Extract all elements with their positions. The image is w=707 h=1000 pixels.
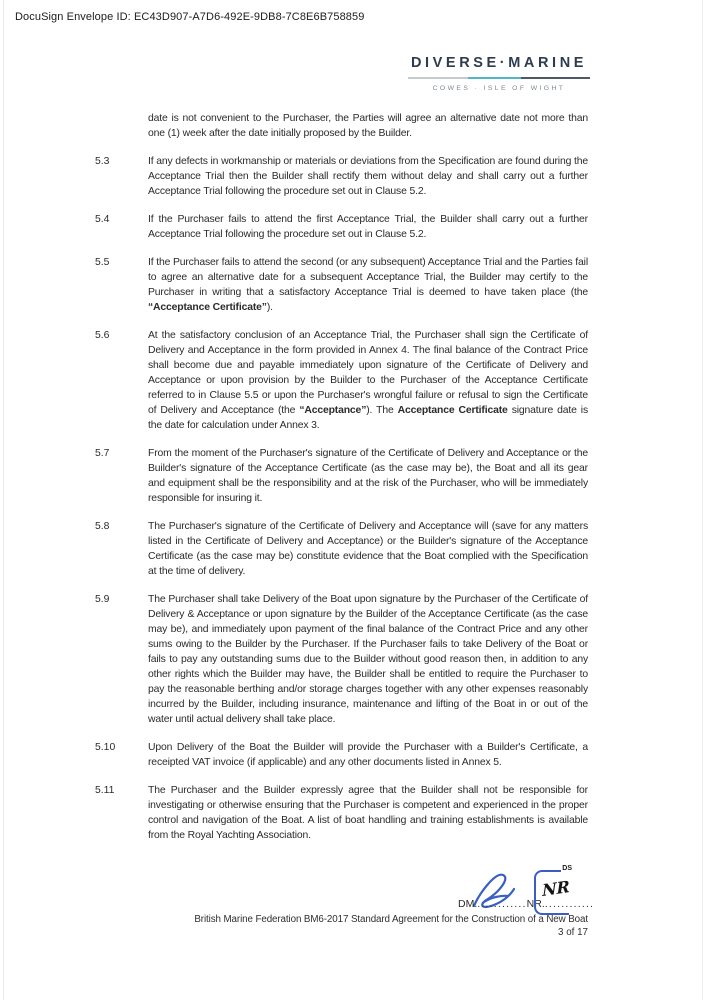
scan-edge-artifact-right [702,0,703,1000]
clause-number: 5.4 [95,214,110,225]
clauses [95,111,588,856]
clause-row [95,111,588,141]
nr-initials: NR [541,877,571,900]
nr-label: NR. [526,898,545,910]
logo-title: DIVERSE·MARINE [410,55,588,71]
clause-row [95,592,588,727]
page-footer [194,914,588,938]
clause-number: 5.6 [95,330,110,341]
clause-number [95,111,148,141]
clause-text: From the moment of the Purchaser's signature of the Certificate of Delivery and Acceptance or the Builder's signature of the Acceptance Certificate (as the case may be), the Boat and all its gear and equipment shall be the responsibility and at the risk of the Purchaser, who will be immediately responsible for insuring it. [148,448,588,504]
clause-text: If the Purchaser fails to attend the second (or any subsequent) Acceptance Trial and the Parties fail to agree an alternative date for a subsequent Acceptance Trial, the Builder may certify to the Purchaser in writing that a satisfactory Acceptance Trial is deemed to have taken place (the “Acceptance Certificate”). [148,257,588,313]
clause-number: 5.5 [95,257,110,268]
clause-text: The Purchaser shall take Delivery of the Boat upon signature by the Purchaser of the Certificate of Delivery & Acceptance or upon signature by the Builder of the Acceptance Certificate (as the case may be), and immediately upon payment of the final balance of the Contract Price and any other sums owing to the Builder by the Purchaser. If the Purchaser fails to take Delivery of the Boat or fails to pay any outstanding sums due to the Builder without good reason then, in addition to any other rights which the Builder may have, the Builder shall be entitled to require the Purchaser to pay the reasonable berthing and/or storage charges together with any other expenses reasonably incurred by the Builder, including insurance, maintenance and lifting of the Boat in or out of the water until actual delivery shall take place. [148,594,588,725]
docusign-initials-stamp [534,865,572,915]
clause-row [95,783,588,843]
diverse-marine-logo [408,55,590,92]
clause-number: 5.11 [95,785,115,796]
clause-text: The Purchaser and the Builder expressly agree that the Builder shall not be responsible for investigating or otherwise ensuring that the Purchaser is competent and experienced in the proper control and navigation of the Boat. A list of boat handling and training establishments is available from the Royal Yachting Association. [148,785,588,841]
dm-label: DM. [458,898,478,910]
signature-line [458,898,594,910]
clause-text: Upon Delivery of the Boat the Builder will provide the Purchaser with a Builder's Certificate, a receipted VAT invoice (if applicable) and any other documents listed in Annex 5. [148,742,588,768]
clause-number: 5.9 [95,594,110,605]
clause-row [95,328,588,433]
clause-text: The Purchaser's signature of the Certificate of Delivery and Acceptance will (save for any matters listed in the Certificate of Delivery and Acceptance) or the Builder's signature of the Acceptance Certificate (as the case may be) constitute evidence that the Boat complied with the Specification at the time of delivery. [148,521,588,577]
clause-text: If the Purchaser fails to attend the first Acceptance Trial, the Builder shall carry out a further Acceptance Trial following the procedure set out in Clause 5.2. [148,214,588,240]
logo-bar-teal-segment [468,77,521,79]
clause-number: 5.8 [95,521,110,532]
clause-row [95,740,588,770]
clause-row [95,154,588,199]
clause-text: date is not convenient to the Purchaser, the Parties will agree an alternative date not more than one (1) week after the date initially proposed by the Builder. [148,113,588,139]
clause-row [95,519,588,579]
clause-number: 5.3 [95,156,110,167]
clause-row [95,212,588,242]
logo-divider-bar [408,77,590,79]
page-number: 3 of 17 [558,927,588,938]
logo-subtitle: COWES · ISLE OF WIGHT [432,85,566,92]
nr-dotted-line: ............ [544,898,595,910]
dm-dotted-line: ............ [477,898,527,910]
clause-number: 5.7 [95,448,110,459]
signature-area [458,865,598,920]
logo-bar-dark-segment [521,77,590,79]
docusign-ds-tag: DS [562,865,572,872]
docusign-envelope-id: DocuSign Envelope ID: EC43D907-A7D6-492E-9DB8-7C8E6B758859 [15,11,365,23]
clause-text: If any defects in workmanship or materials or deviations from the Specification are found during the Acceptance Trial then the Builder shall rectify them without delay and shall carry out a further Acceptance Trial following the procedure set out in Clause 5.2. [148,156,588,197]
clause-text: At the satisfactory conclusion of an Acceptance Trial, the Purchaser shall sign the Certificate of Delivery and Acceptance in the form provided in Annex 4. The final balance of the Contract Price shall become due and payable immediately upon signature of the Certificate of Delivery and Acceptance or upon provision by the Builder to the Purchaser of the Acceptance Certificate referred to in Clause 5.5 or upon the Purchaser's wrongful failure or refusal to sign the Certificate of Delivery and Acceptance (the “Acceptance”). The Acceptance Certificate signature date is the date for calculation under Annex 3. [148,330,589,431]
clause-row [95,446,588,506]
clause-row [95,255,588,315]
logo-bar-gray-segment [408,77,468,79]
scan-edge-artifact-left [3,0,4,1000]
clause-number: 5.10 [95,742,116,753]
footer-agreement-title: British Marine Federation BM6-2017 Standard Agreement for the Construction of a New Boat [194,914,588,925]
